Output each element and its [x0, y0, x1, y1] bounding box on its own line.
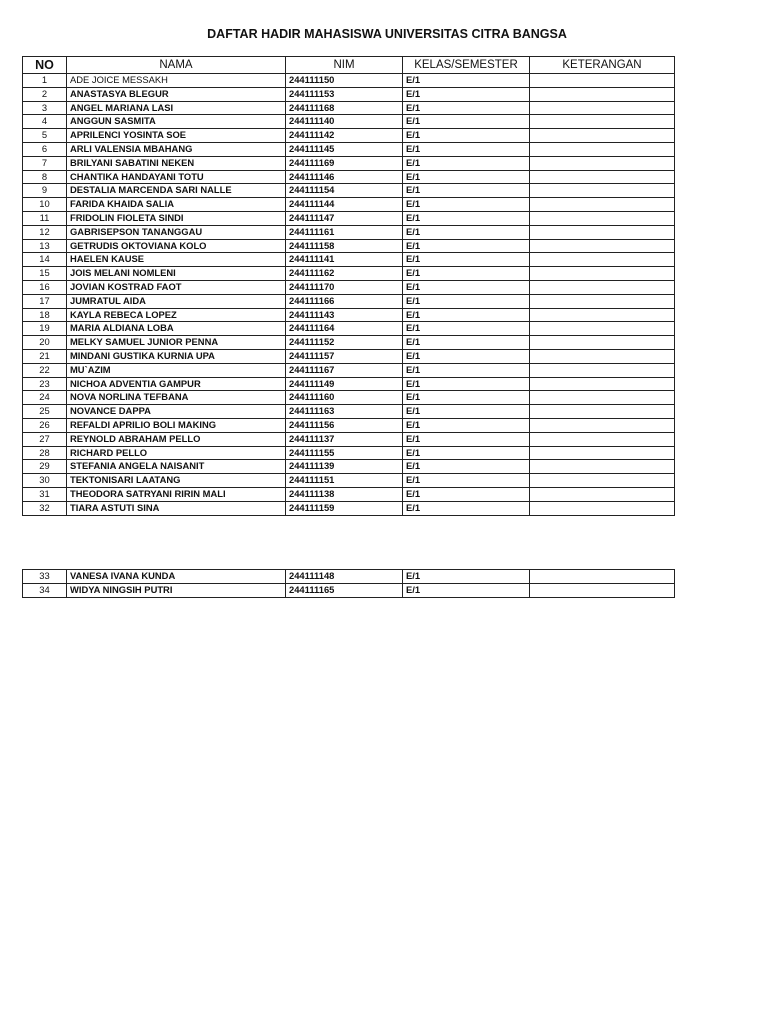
cell-nim: 244111156 [286, 418, 403, 432]
cell-nama: REYNOLD ABRAHAM PELLO [67, 432, 286, 446]
cell-nim: 244111162 [286, 267, 403, 281]
table-row [23, 418, 675, 432]
cell-no: 13 [23, 239, 67, 253]
cell-kelas: E/1 [403, 363, 530, 377]
cell-nama: ANASTASYA BLEGUR [67, 87, 286, 101]
table-row [23, 405, 675, 419]
cell-kelas: E/1 [403, 460, 530, 474]
cell-keterangan [530, 377, 675, 391]
cell-nim: 244111144 [286, 198, 403, 212]
cell-keterangan [530, 170, 675, 184]
cell-kelas: E/1 [403, 280, 530, 294]
cell-nama: CHANTIKA HANDAYANI TOTU [67, 170, 286, 184]
cell-keterangan [530, 225, 675, 239]
table-row [23, 391, 675, 405]
cell-nim: 244111170 [286, 280, 403, 294]
table-header-row [23, 57, 675, 74]
cell-nim: 244111163 [286, 405, 403, 419]
page-title: DAFTAR HADIR MAHASISWA UNIVERSITAS CITRA BANGSA [207, 27, 567, 41]
cell-nama: JOIS MELANI NOMLENI [67, 267, 286, 281]
table-row [23, 170, 675, 184]
cell-keterangan [530, 474, 675, 488]
cell-nim: 244111169 [286, 156, 403, 170]
cell-nim: 244111151 [286, 474, 403, 488]
cell-kelas: E/1 [403, 405, 530, 419]
cell-no: 33 [23, 570, 67, 584]
cell-keterangan [530, 322, 675, 336]
cell-nama: FRIDOLIN FIOLETA SINDI [67, 211, 286, 225]
cell-kelas: E/1 [403, 501, 530, 515]
cell-keterangan [530, 405, 675, 419]
cell-kelas: E/1 [403, 446, 530, 460]
cell-no: 15 [23, 267, 67, 281]
cell-nama: ARLI VALENSIA MBAHANG [67, 142, 286, 156]
cell-kelas: E/1 [403, 322, 530, 336]
cell-kelas: E/1 [403, 115, 530, 129]
cell-keterangan [530, 363, 675, 377]
cell-kelas: E/1 [403, 225, 530, 239]
cell-no: 30 [23, 474, 67, 488]
cell-nama: GABRISEPSON TANANGGAU [67, 225, 286, 239]
cell-kelas: E/1 [403, 156, 530, 170]
cell-nama: KAYLA REBECA LOPEZ [67, 308, 286, 322]
cell-no: 8 [23, 170, 67, 184]
cell-keterangan [530, 239, 675, 253]
cell-kelas: E/1 [403, 294, 530, 308]
cell-nim: 244111154 [286, 184, 403, 198]
cell-nim: 244111153 [286, 87, 403, 101]
cell-keterangan [530, 308, 675, 322]
cell-no: 14 [23, 253, 67, 267]
cell-no: 2 [23, 87, 67, 101]
cell-no: 5 [23, 129, 67, 143]
attendance-table-extra [22, 569, 675, 598]
cell-no: 25 [23, 405, 67, 419]
cell-no: 11 [23, 211, 67, 225]
cell-keterangan [530, 184, 675, 198]
cell-keterangan [530, 583, 675, 597]
cell-kelas: E/1 [403, 198, 530, 212]
cell-nama: GETRUDIS OKTOVIANA KOLO [67, 239, 286, 253]
cell-keterangan [530, 142, 675, 156]
cell-nim: 244111155 [286, 446, 403, 460]
cell-nim: 244111148 [286, 570, 403, 584]
cell-kelas: E/1 [403, 432, 530, 446]
table-row [23, 129, 675, 143]
cell-nim: 244111168 [286, 101, 403, 115]
cell-no: 24 [23, 391, 67, 405]
table-row [23, 570, 675, 584]
cell-keterangan [530, 294, 675, 308]
cell-kelas: E/1 [403, 184, 530, 198]
table-row [23, 460, 675, 474]
cell-no: 22 [23, 363, 67, 377]
cell-kelas: E/1 [403, 142, 530, 156]
cell-nama: ANGGUN SASMITA [67, 115, 286, 129]
cell-keterangan [530, 267, 675, 281]
cell-keterangan [530, 336, 675, 350]
table-row [23, 280, 675, 294]
cell-nama: ADE JOICE MESSAKH [67, 74, 286, 88]
cell-nim: 244111138 [286, 487, 403, 501]
cell-nama: FARIDA KHAIDA SALIA [67, 198, 286, 212]
header-no: NO [23, 57, 67, 74]
cell-nama: NOVA NORLINA TEFBANA [67, 391, 286, 405]
cell-nim: 244111140 [286, 115, 403, 129]
table-row [23, 336, 675, 350]
cell-nama: DESTALIA MARCENDA SARI NALLE [67, 184, 286, 198]
table-row [23, 198, 675, 212]
cell-kelas: E/1 [403, 377, 530, 391]
cell-keterangan [530, 391, 675, 405]
cell-no: 6 [23, 142, 67, 156]
cell-no: 20 [23, 336, 67, 350]
table-row [23, 239, 675, 253]
cell-kelas: E/1 [403, 308, 530, 322]
cell-kelas: E/1 [403, 170, 530, 184]
cell-no: 32 [23, 501, 67, 515]
header-nim: NIM [286, 57, 403, 74]
cell-no: 16 [23, 280, 67, 294]
cell-keterangan [530, 156, 675, 170]
cell-nama: HAELEN KAUSE [67, 253, 286, 267]
cell-kelas: E/1 [403, 267, 530, 281]
table-row [23, 142, 675, 156]
cell-nama: MINDANI GUSTIKA KURNIA UPA [67, 349, 286, 363]
cell-nama: BRILYANI SABATINI NEKEN [67, 156, 286, 170]
table-row [23, 87, 675, 101]
cell-kelas: E/1 [403, 583, 530, 597]
cell-keterangan [530, 87, 675, 101]
cell-kelas: E/1 [403, 87, 530, 101]
table-row [23, 253, 675, 267]
cell-nim: 244111149 [286, 377, 403, 391]
cell-nama: VANESA IVANA KUNDA [67, 570, 286, 584]
cell-nama: NICHOA ADVENTIA GAMPUR [67, 377, 286, 391]
cell-nama: THEODORA SATRYANI RIRIN MALI [67, 487, 286, 501]
table-row [23, 322, 675, 336]
cell-keterangan [530, 501, 675, 515]
cell-nim: 244111161 [286, 225, 403, 239]
table-row [23, 446, 675, 460]
cell-nama: JOVIAN KOSTRAD FAOT [67, 280, 286, 294]
cell-no: 3 [23, 101, 67, 115]
cell-kelas: E/1 [403, 391, 530, 405]
cell-keterangan [530, 253, 675, 267]
cell-no: 17 [23, 294, 67, 308]
cell-no: 29 [23, 460, 67, 474]
table-row [23, 377, 675, 391]
cell-no: 9 [23, 184, 67, 198]
cell-kelas: E/1 [403, 336, 530, 350]
table-row [23, 363, 675, 377]
cell-nim: 244111165 [286, 583, 403, 597]
cell-nama: MU`AZIM [67, 363, 286, 377]
cell-no: 28 [23, 446, 67, 460]
table-row [23, 211, 675, 225]
cell-no: 4 [23, 115, 67, 129]
cell-nim: 244111139 [286, 460, 403, 474]
cell-nama: NOVANCE DAPPA [67, 405, 286, 419]
cell-no: 10 [23, 198, 67, 212]
cell-no: 12 [23, 225, 67, 239]
cell-kelas: E/1 [403, 239, 530, 253]
table-row [23, 267, 675, 281]
cell-no: 18 [23, 308, 67, 322]
cell-nim: 244111150 [286, 74, 403, 88]
cell-nama: TIARA ASTUTI SINA [67, 501, 286, 515]
table-row [23, 474, 675, 488]
cell-no: 31 [23, 487, 67, 501]
cell-no: 19 [23, 322, 67, 336]
cell-nim: 244111143 [286, 308, 403, 322]
cell-nim: 244111167 [286, 363, 403, 377]
cell-keterangan [530, 198, 675, 212]
cell-keterangan [530, 432, 675, 446]
table-row [23, 487, 675, 501]
cell-nama: RICHARD PELLO [67, 446, 286, 460]
cell-keterangan [530, 570, 675, 584]
cell-no: 27 [23, 432, 67, 446]
cell-nama: WIDYA NINGSIH PUTRI [67, 583, 286, 597]
table-row [23, 583, 675, 597]
cell-kelas: E/1 [403, 474, 530, 488]
cell-keterangan [530, 129, 675, 143]
cell-nim: 244111159 [286, 501, 403, 515]
cell-kelas: E/1 [403, 487, 530, 501]
cell-nim: 244111147 [286, 211, 403, 225]
table-row [23, 184, 675, 198]
table-row [23, 74, 675, 88]
table-row [23, 101, 675, 115]
cell-nim: 244111142 [286, 129, 403, 143]
cell-nama: TEKTONISARI LAATANG [67, 474, 286, 488]
cell-nama: STEFANIA ANGELA NAISANIT [67, 460, 286, 474]
cell-keterangan [530, 418, 675, 432]
cell-keterangan [530, 115, 675, 129]
cell-kelas: E/1 [403, 101, 530, 115]
cell-no: 21 [23, 349, 67, 363]
table-row [23, 501, 675, 515]
cell-nim: 244111141 [286, 253, 403, 267]
cell-keterangan [530, 446, 675, 460]
cell-no: 34 [23, 583, 67, 597]
cell-nim: 244111137 [286, 432, 403, 446]
header-nama: NAMA [67, 57, 286, 74]
cell-nim: 244111166 [286, 294, 403, 308]
table-row [23, 432, 675, 446]
cell-nim: 244111146 [286, 170, 403, 184]
cell-kelas: E/1 [403, 253, 530, 267]
cell-nama: MARIA ALDIANA LOBA [67, 322, 286, 336]
cell-no: 1 [23, 74, 67, 88]
header-kelas: KELAS/SEMESTER [403, 57, 530, 74]
cell-kelas: E/1 [403, 74, 530, 88]
header-keterangan: KETERANGAN [530, 57, 675, 74]
cell-keterangan [530, 74, 675, 88]
cell-no: 7 [23, 156, 67, 170]
cell-no: 26 [23, 418, 67, 432]
attendance-table [22, 56, 675, 516]
cell-kelas: E/1 [403, 129, 530, 143]
table-row [23, 349, 675, 363]
cell-nim: 244111158 [286, 239, 403, 253]
cell-keterangan [530, 211, 675, 225]
table-row [23, 294, 675, 308]
cell-keterangan [530, 101, 675, 115]
cell-nama: MELKY SAMUEL JUNIOR PENNA [67, 336, 286, 350]
cell-nama: ANGEL MARIANA LASI [67, 101, 286, 115]
table-row [23, 156, 675, 170]
cell-nim: 244111157 [286, 349, 403, 363]
cell-keterangan [530, 460, 675, 474]
cell-nama: REFALDI APRILIO BOLI MAKING [67, 418, 286, 432]
cell-keterangan [530, 487, 675, 501]
cell-nama: APRILENCI YOSINTA SOE [67, 129, 286, 143]
cell-nama: JUMRATUL AIDA [67, 294, 286, 308]
table-row [23, 308, 675, 322]
cell-kelas: E/1 [403, 570, 530, 584]
cell-nim: 244111164 [286, 322, 403, 336]
cell-nim: 244111145 [286, 142, 403, 156]
cell-nim: 244111152 [286, 336, 403, 350]
cell-keterangan [530, 349, 675, 363]
cell-kelas: E/1 [403, 418, 530, 432]
table-row [23, 115, 675, 129]
cell-kelas: E/1 [403, 349, 530, 363]
cell-kelas: E/1 [403, 211, 530, 225]
table-row [23, 225, 675, 239]
cell-no: 23 [23, 377, 67, 391]
cell-nim: 244111160 [286, 391, 403, 405]
cell-keterangan [530, 280, 675, 294]
